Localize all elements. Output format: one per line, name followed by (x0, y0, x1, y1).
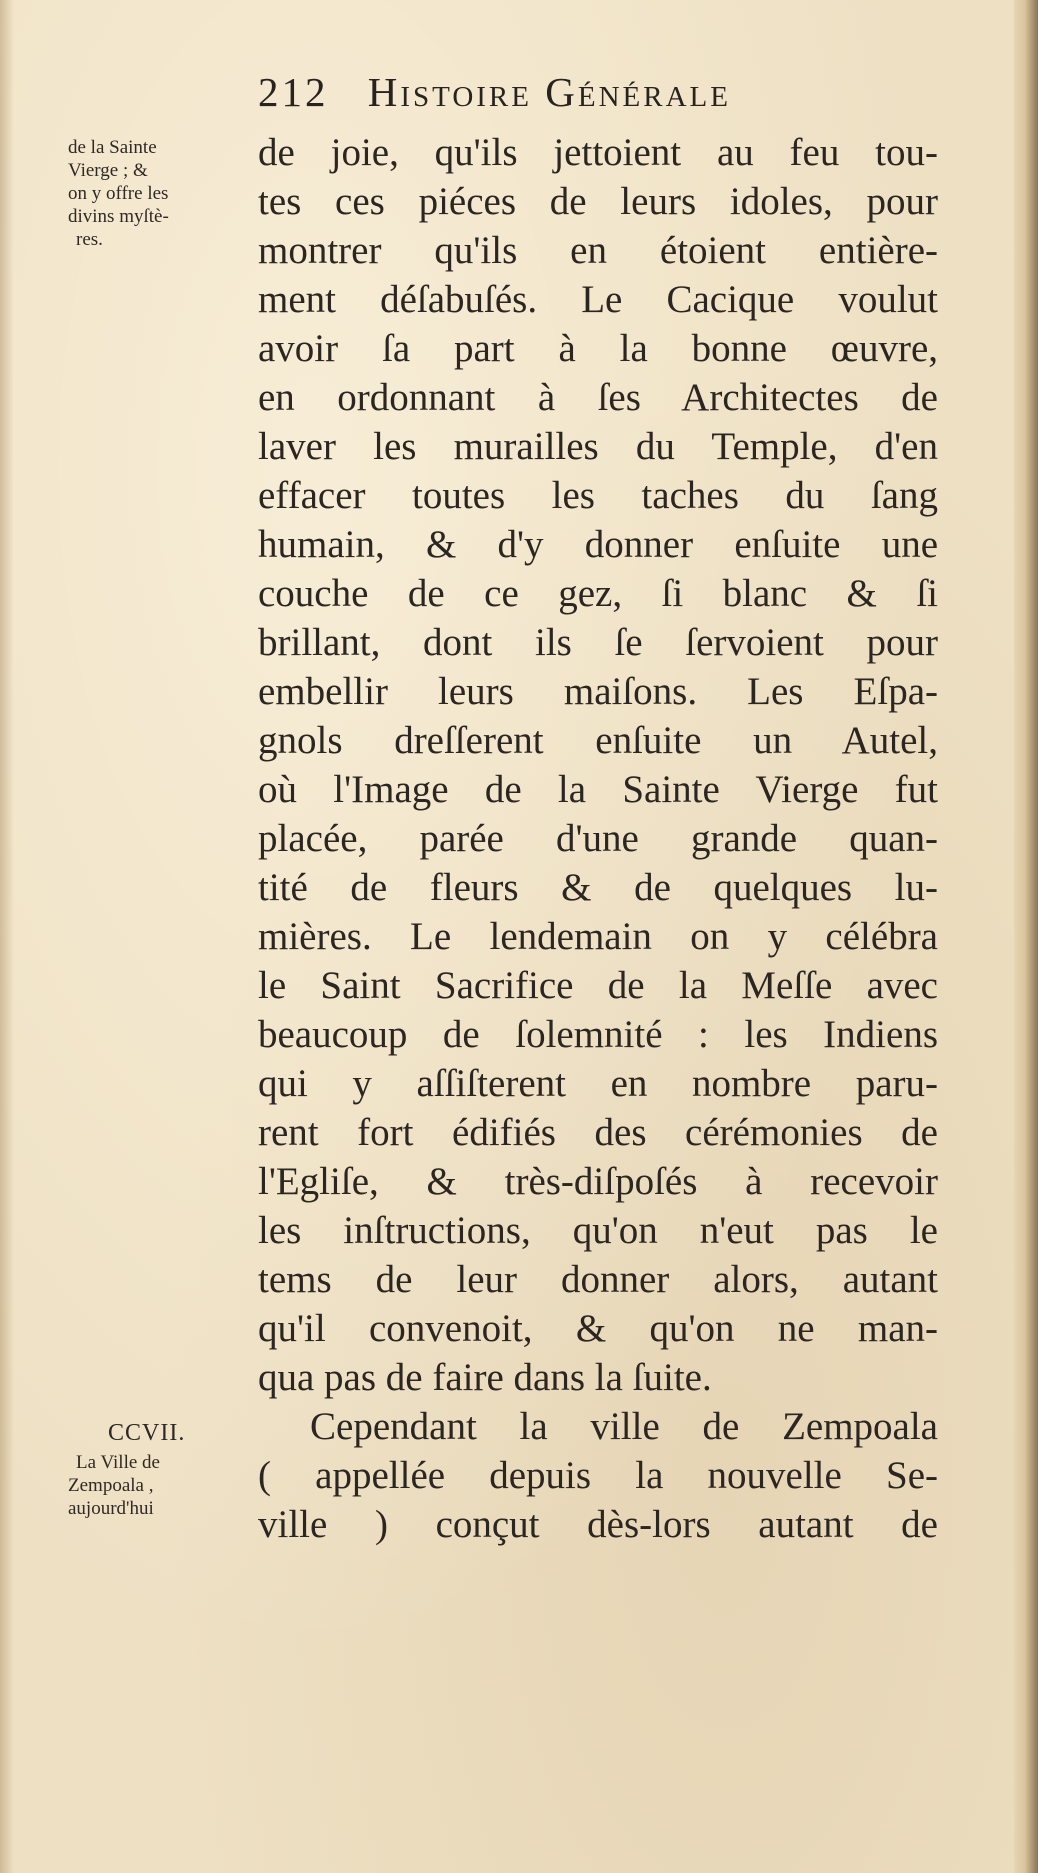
margin-note-line: res. (76, 229, 103, 250)
margin-note-line: aujourd'hui (68, 1498, 154, 1519)
text-line: avoir ſa part à la bonne œuvre, (258, 327, 938, 370)
margin-note-line: de la Sainte (68, 137, 157, 158)
body-text (258, 128, 938, 1549)
running-head-title: Histoire Générale (367, 69, 731, 115)
text-line: placée, parée d'une grande quan- (258, 817, 938, 860)
text-line: laver les murailles du Temple, d'en (258, 425, 938, 468)
text-line: en ordonnant à ſes Architectes de (258, 376, 938, 419)
text-line: l'Egliſe, & très-diſpoſés à recevoir (258, 1160, 938, 1203)
text-line: les inſtructions, qu'on n'eut pas le (258, 1209, 938, 1252)
margin-note-line: La Ville de (76, 1452, 160, 1473)
section-number: CCVII. (108, 1420, 186, 1446)
text-line: brillant, dont ils ſe ſervoient pour (258, 621, 938, 664)
running-head (258, 68, 918, 128)
text-line: tems de leur donner alors, autant (258, 1258, 938, 1301)
text-line: Cependant la ville de Zempoala (310, 1405, 938, 1448)
margin-note-line: on y offre les (68, 183, 169, 204)
text-line: montrer qu'ils en étoient entière- (258, 229, 938, 272)
margin-note-zempoala (68, 1422, 256, 1520)
text-line: tes ces piéces de leurs idoles, pour (258, 180, 938, 223)
text-line: humain, & d'y donner enſuite une (258, 523, 938, 566)
text-line: ( appellée depuis la nouvelle Se- (258, 1454, 938, 1497)
page-edge (1014, 0, 1038, 1873)
text-line: qua pas de faire dans la ſuite. (258, 1356, 712, 1399)
text-line: gnols dreſſerent enſuite un Autel, (258, 719, 938, 762)
text-line: beaucoup de ſolemnité : les Indiens (258, 1013, 938, 1056)
text-line: couche de ce gez, ſi blanc & ſi (258, 572, 938, 615)
text-line: le Saint Sacrifice de la Meſſe avec (258, 964, 938, 1007)
text-line: effacer toutes les taches du ſang (258, 474, 938, 517)
text-line: embellir leurs maiſons. Les Eſpa- (258, 670, 938, 713)
margin-note-line: Vierge ; & (68, 160, 148, 181)
margin-note-line: divins myſtè- (68, 206, 169, 227)
page-number: 212 (258, 69, 329, 115)
margin-note-sainte-vierge (68, 136, 256, 251)
text-line: ville ) conçut dès-lors autant de (258, 1503, 938, 1546)
text-line: ment déſabuſés. Le Cacique voulut (258, 278, 938, 321)
text-line: qu'il convenoit, & qu'on ne man- (258, 1307, 938, 1350)
page-gutter-shadow (0, 0, 14, 1873)
text-line: mières. Le lendemain on y célébra (258, 915, 938, 958)
text-line: tité de fleurs & de quelques lu- (258, 866, 938, 909)
text-line: qui y aſſiſterent en nombre paru- (258, 1062, 938, 1105)
text-line: où l'Image de la Sainte Vierge fut (258, 768, 938, 811)
text-line: rent fort édifiés des cérémonies de (258, 1111, 938, 1154)
margin-note-line: Zempoala , (68, 1475, 154, 1496)
text-line: de joie, qu'ils jettoient au feu tou- (258, 131, 938, 174)
